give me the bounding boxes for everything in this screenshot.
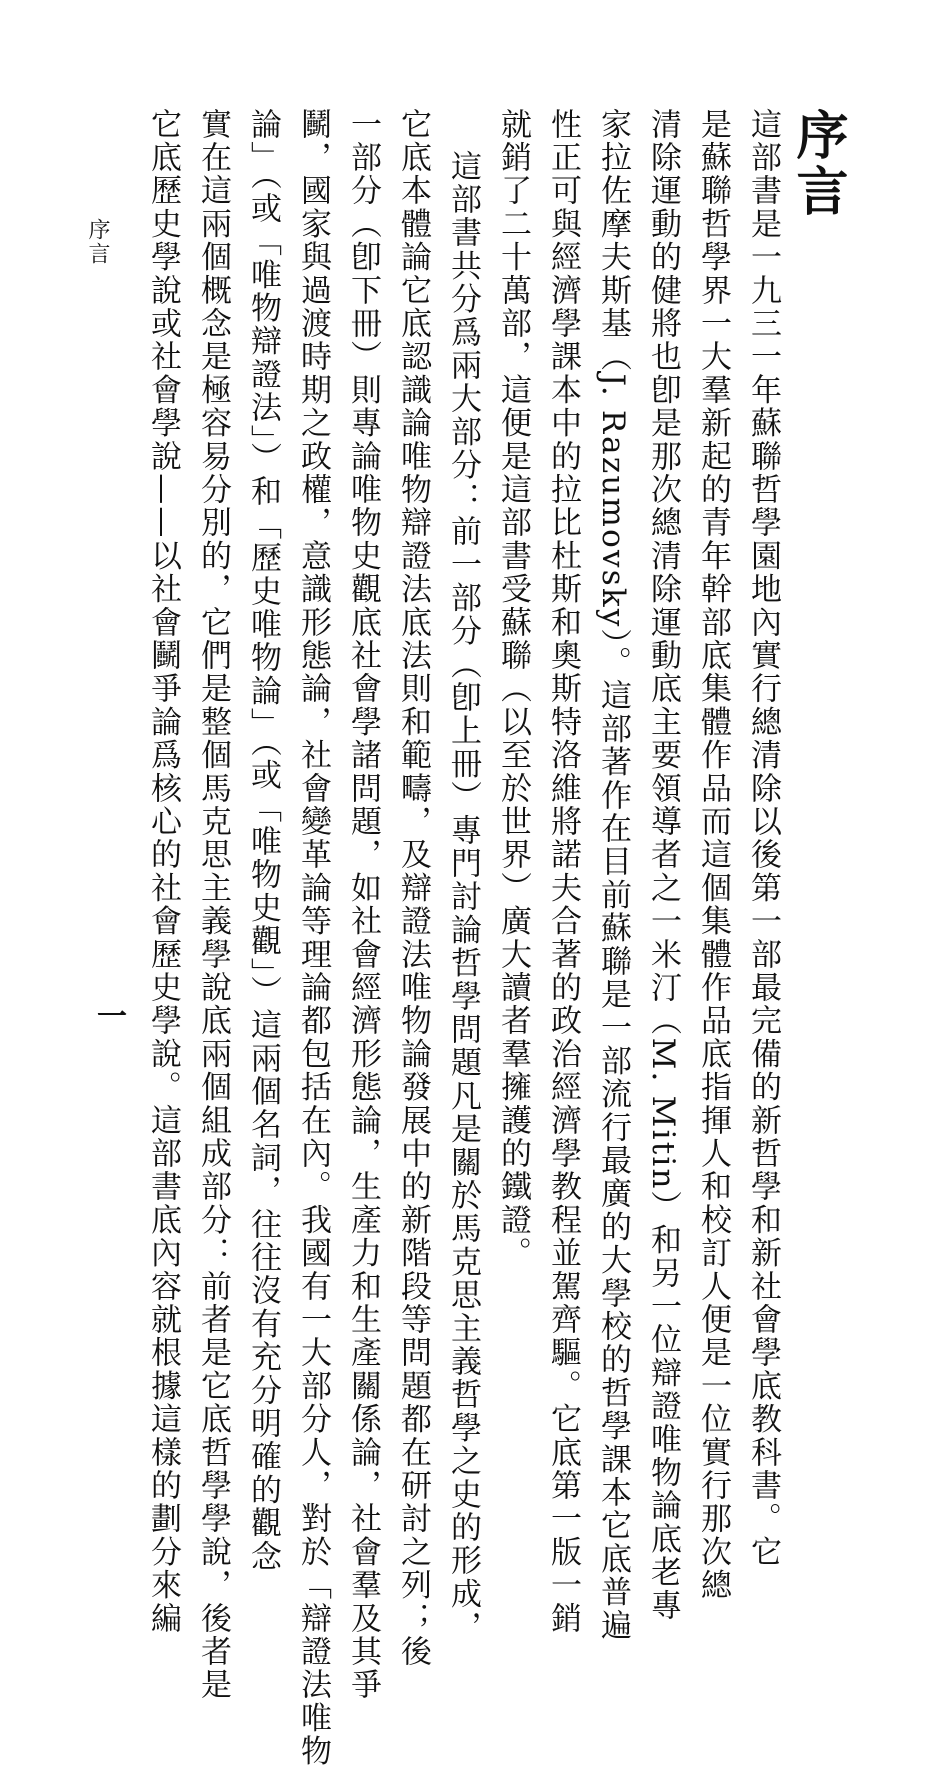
text-column-1: 這部書是一九三一年蘇聯哲學園地內實行總清除以後第一部最完備的新哲學和新社會學底教科書。它 bbox=[745, 108, 781, 1569]
running-head: 序言 bbox=[85, 218, 110, 266]
text-column-11: 論」（或「唯物辯證法」）和「歷史唯物論」（或「唯物史觀」）這兩個名詞，往往沒有充分明確的觀念 bbox=[245, 108, 281, 1574]
text-column-12: 實在這兩個概念是極容易分別的，它們是整個馬克思主義學說底兩個組成部分：前者是它底哲學學說，後者是 bbox=[195, 108, 231, 1702]
text-column-5: 性正可與經濟學課本中的拉比杜斯和奧斯特洛維將諾夫合著的政治經濟學教程並駕齊驅。它底第一版一銷 bbox=[545, 108, 581, 1636]
text-column-10: 鬭，國家與過渡時期之政權，意識形態論，社會變革論等理論都包括在內。我國有一大部分人，對於「辯證法唯物 bbox=[295, 108, 331, 1768]
text-column-8: 它底本體論它底認識論唯物辯證法底法則和範疇，及辯證法唯物論發展中的新階段等問題都在研討之列；後 bbox=[395, 108, 431, 1669]
text-column-13: 它底歷史學說或社會學說——以社會鬭爭論爲核心的社會歷史學說。這部書底內容就根據這樣的劃分來編 bbox=[145, 108, 181, 1636]
text-column-3: 清除運動的健將也卽是那次總清除運動底主要領導者之一米汀（M. Mitin）和另一位辯證唯物論底老專 bbox=[645, 108, 681, 1623]
text-column-4: 家拉佐摩夫斯基（J. Razumovsky）。這部著作在目前蘇聯是一部流行最廣的大學校的哲學課本它底普遍 bbox=[595, 108, 631, 1643]
text-column-9: 一部分（卽下冊）則專論唯物史觀底社會學諸問題，如社會經濟形態論，生產力和生產關係論，社會羣及其爭 bbox=[345, 108, 381, 1702]
text-column-2: 是蘇聯哲學界一大羣新起的青年幹部底集體作品而這個集體作品底指揮人和校訂人便是一位實行那次總 bbox=[695, 108, 731, 1602]
page-title: 序言 bbox=[787, 108, 848, 220]
text-column-6: 就銷了二十萬部，這便是這部書受蘇聯（以至於世界）廣大讀者羣擁護的鐵證。 bbox=[495, 108, 531, 1270]
page-number: 一 bbox=[91, 1000, 126, 1030]
text-column-7: 這部書共分爲兩大部分：前一部分（卽上冊）專門討論哲學問題凡是關於馬克思主義哲學之史的形成， bbox=[445, 150, 481, 1644]
